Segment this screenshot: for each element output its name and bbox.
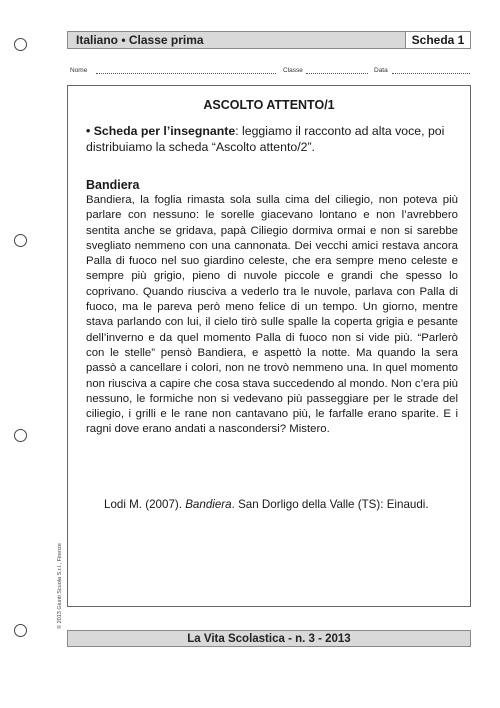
binder-hole-2 [14, 234, 27, 247]
teacher-instruction [86, 124, 456, 155]
citation-book-title: Bandiera [185, 498, 232, 511]
sheet-number: Scheda 1 [405, 31, 471, 49]
footer-bar: La Vita Scolastica - n. 3 - 2013 [67, 630, 471, 647]
header-bar [67, 31, 471, 49]
instruction-label: • Scheda per l’insegnante [86, 124, 236, 138]
date-field[interactable] [392, 73, 470, 74]
binder-hole-3 [14, 429, 27, 442]
class-field[interactable] [306, 73, 368, 74]
citation-author: Lodi M. (2007). [104, 498, 186, 511]
content-box [67, 85, 471, 607]
subject-title: Italiano • Classe prima [76, 33, 204, 47]
binder-hole-1 [14, 38, 27, 51]
story-text: Bandiera, la foglia rimasta sola sulla cima del ciliegio, non poteva più parlare con nessuno: le sorelle giacevano lontano e non l’avrebbero sentita anche se gridava, papà Ciliegio dormiva ormai e non si sarebbe svegliato nemmeno con una cannonata. Dei vecchi amici restava ancora Palla di fuoco nel suo giardino celeste, che era sempre meno celeste e sempre più grigio, pieno di nuvole piccole e grandi che spesso lo coprivano. Quando riusciva a vederlo tra le nuvole, parlava con Palla di fuoco, ma le pareva però meno felice di un tempo. Un giorno, mentre stava parlando con lui, il cielo tirò sulle spalle la coperta grigia e pesante dell’inverno e da quel momento Palla di fuoco non si vide più. “Parlerò con le stelle” pensò Bandiera, e aspettò la notte. Ma quando la sera passò a cancellare i colori, non ne trovò nemmeno una. In quel momento non riusciva a capire che cosa stava succedendo al mondo. Non c’era più nessuno, le formiche non si vedevano più passeggiare per le strade del ciliegio, i grilli e le rane non cantavano più, le farfalle erano sparite. E i ragni dove erano andati a nascondersi? Mistero. [86, 194, 458, 436]
page-title: ASCOLTO ATTENTO/1 [203, 98, 335, 112]
name-label: Nome [70, 67, 88, 74]
name-field[interactable] [96, 73, 276, 74]
date-label: Data [374, 67, 388, 74]
class-label: Classe [283, 67, 303, 74]
citation [104, 497, 458, 512]
story-title: Bandiera [86, 178, 140, 192]
student-fields [70, 67, 470, 77]
instruction-text: : leggiamo il racconto ad alta voce, poi distribuiamo la scheda “Ascolto attento/2”. [86, 124, 445, 154]
copyright-notice: © 2013 Giunti Scuola S.r.l., Firenze [57, 543, 63, 629]
binder-hole-4 [14, 624, 27, 637]
citation-publisher: . San Dorligo della Valle (TS): Einaudi. [231, 498, 429, 511]
